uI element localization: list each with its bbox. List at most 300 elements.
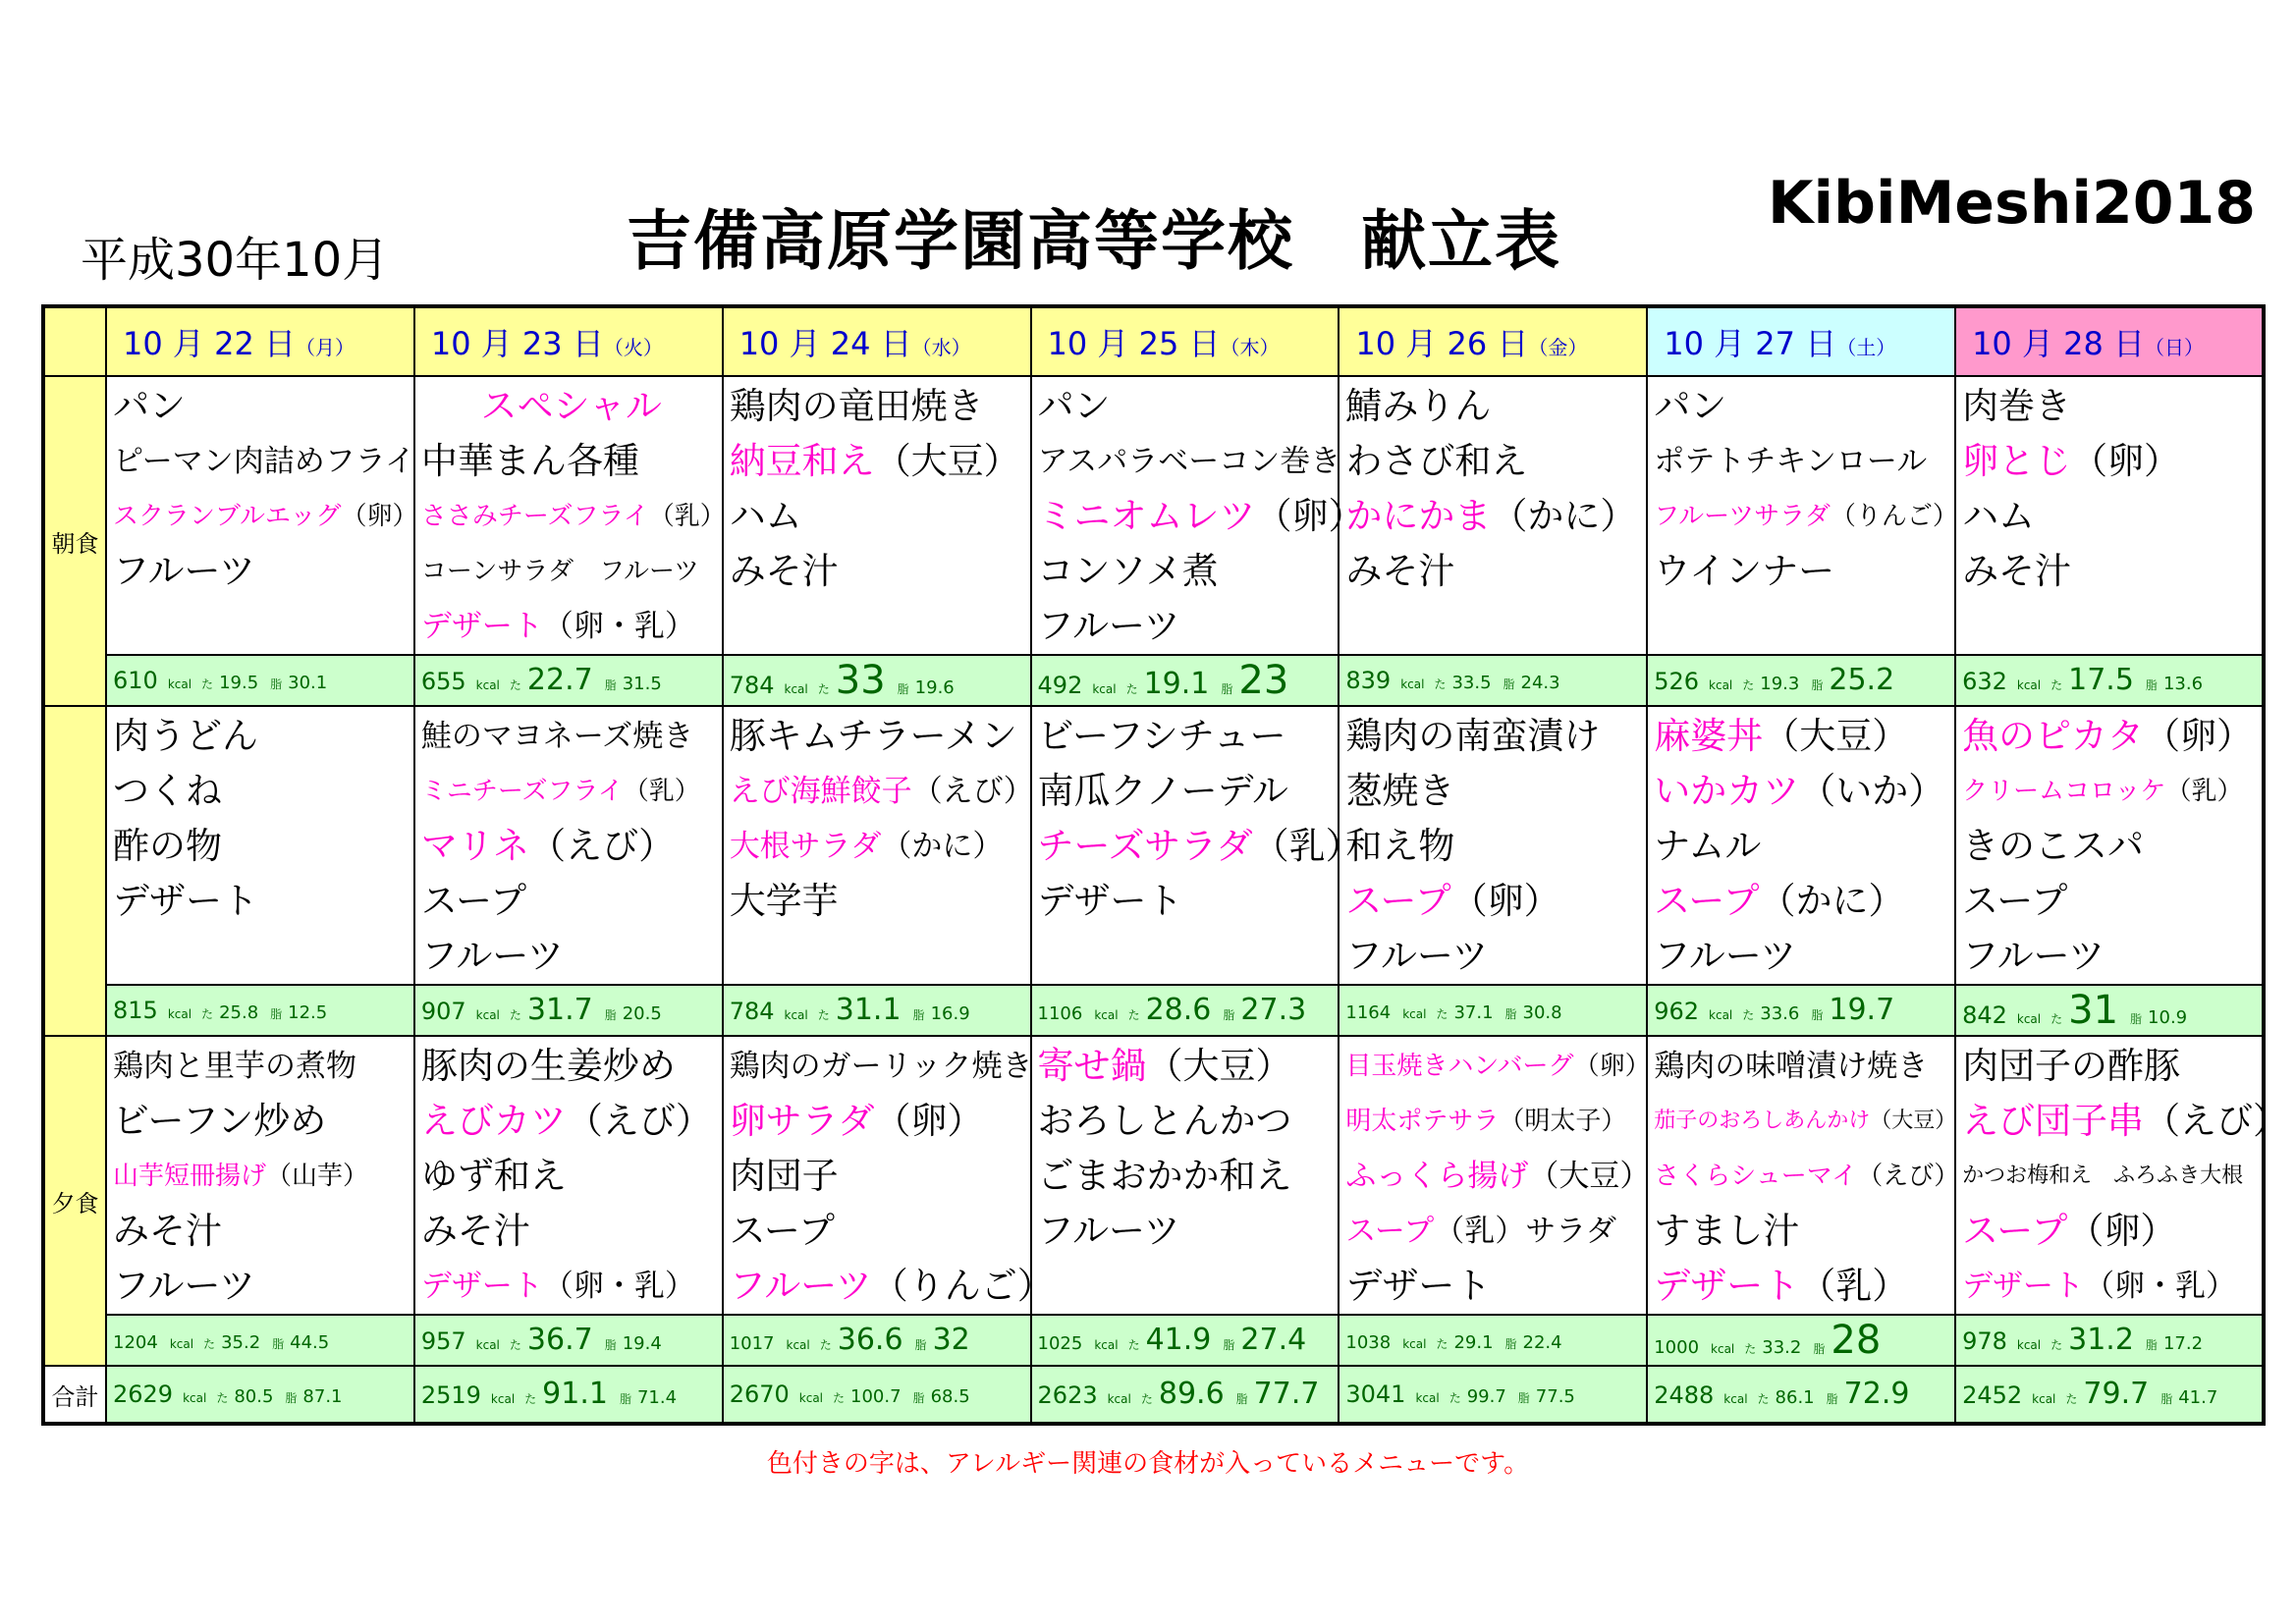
protein-label: た	[216, 1391, 229, 1405]
allergen-dish: 寄せ鍋	[1037, 1045, 1147, 1087]
fat-value: 12.5	[288, 1002, 328, 1023]
kcal-unit: kcal	[1107, 1392, 1131, 1406]
menu-item	[1037, 819, 1362, 874]
allergen-dish: 卵とじ	[1962, 440, 2072, 482]
protein-value: 31.7	[526, 993, 593, 1027]
nutrition-line	[1956, 988, 2262, 1033]
dish-name: きのこスパ	[1962, 825, 2145, 867]
kcal-unit: kcal	[183, 1391, 207, 1405]
protein-value: 28.6	[1145, 993, 1212, 1027]
date-month: 10 月	[1972, 325, 2053, 362]
allergen-dish: クリームコロッケ	[1962, 777, 2166, 806]
dish-name: ハム	[729, 495, 802, 537]
nutrition-line	[107, 669, 413, 692]
protein-label: た	[1436, 1337, 1449, 1351]
fat-label: 脂	[604, 678, 617, 692]
nutrition-cell	[414, 1366, 723, 1424]
total-nutrition-row	[43, 1366, 2264, 1424]
menu-item	[113, 1039, 413, 1094]
menu-item	[1654, 434, 1954, 489]
kcal-unit: kcal	[2016, 1012, 2042, 1026]
nutrition-cell	[106, 1315, 414, 1366]
fat-label: 脂	[604, 1008, 617, 1022]
protein-value: 36.7	[526, 1323, 593, 1357]
allergen-dish: 大根サラダ	[729, 829, 882, 864]
menu-item	[113, 874, 413, 929]
kcal-value: 2623	[1037, 1381, 1098, 1409]
allergen-dish: 目玉焼きハンバーグ	[1345, 1052, 1574, 1081]
dish-name: （卵）	[1450, 880, 1560, 922]
kcal-unit: kcal	[786, 1338, 810, 1352]
dish-name: （えび）	[566, 1100, 712, 1142]
nutrition-line	[1648, 993, 1954, 1027]
fat-value: 10.9	[2148, 1007, 2188, 1028]
dish-name: かつお梅和え ふろふき大根	[1962, 1164, 2244, 1188]
dish-name: （卵）	[2067, 1210, 2177, 1252]
fat-label: 脂	[604, 1338, 617, 1352]
kcal-value: 610	[113, 667, 158, 694]
menu-cell	[1339, 376, 1647, 655]
date-header-cell	[1031, 306, 1339, 376]
nutrition-line	[1032, 1323, 1339, 1357]
nutrition-cell	[106, 655, 414, 706]
lunch-label	[43, 706, 106, 1036]
dish-name: ハム	[1962, 495, 2036, 537]
protein-value: 36.6	[837, 1323, 903, 1357]
nutrition-line	[1956, 663, 2262, 697]
menu-cell	[106, 376, 418, 655]
fat-value: 87.1	[302, 1386, 343, 1407]
menu-cell	[1955, 706, 2264, 985]
lunch-nutrition-row	[43, 985, 2264, 1036]
dish-name: ナムル	[1654, 825, 1762, 867]
menu-item	[421, 544, 722, 599]
menu-cell	[1031, 706, 1362, 985]
menu-item	[1654, 764, 1954, 819]
menu-item	[421, 874, 722, 929]
dish-name: つくね	[113, 770, 222, 812]
menu-item	[730, 709, 1030, 764]
dish-name: （明太子）	[1499, 1107, 1627, 1136]
date-unit: 日	[2113, 325, 2146, 362]
protein-label: た	[203, 1337, 216, 1351]
date-unit: 日	[880, 325, 912, 362]
fat-label: 脂	[272, 1337, 285, 1351]
protein-value: 33.5	[1451, 673, 1492, 693]
dish-name: （卵・乳）	[542, 609, 695, 644]
menu-item	[113, 1259, 413, 1314]
allergen-dish: チーズサラダ	[1037, 825, 1253, 867]
allergen-dish: デザート	[1654, 1265, 1800, 1307]
kcal-value: 492	[1037, 672, 1083, 699]
kcal-value: 1025	[1037, 1333, 1083, 1354]
menu-item	[1038, 544, 1339, 599]
dish-name: ポテトチキンロール	[1654, 444, 1928, 479]
menu-item	[1962, 1039, 2262, 1094]
dish-name: みそ汁	[1962, 550, 2072, 592]
fat-label: 脂	[1235, 1392, 1248, 1406]
dish-name: 南瓜クノーデル	[1037, 770, 1288, 812]
dish-name: 肉団子の酢豚	[1962, 1045, 2181, 1087]
protein-label: た	[817, 1008, 830, 1022]
date-weekday: （火）	[603, 336, 663, 359]
protein-value: 31	[2068, 988, 2119, 1033]
dish-name: 鶏肉の南蛮漬け	[1345, 715, 1601, 757]
dish-name: フルーツ	[1962, 935, 2105, 977]
dish-name: フルーツ	[1345, 935, 1489, 977]
date-weekday: （月）	[295, 336, 355, 359]
menu-cell	[1955, 1036, 2290, 1315]
fat-label: 脂	[912, 1391, 925, 1405]
fat-value: 28	[1831, 1318, 1882, 1363]
dish-name: 豚キムチラーメン	[729, 715, 1017, 757]
kcal-unit: kcal	[475, 1338, 500, 1352]
dish-name: みそ汁	[420, 1210, 530, 1252]
nutrition-line	[1956, 1377, 2262, 1411]
nutrition-cell	[1031, 1366, 1339, 1424]
fat-label: 脂	[2130, 1012, 2143, 1026]
kcal-unit: kcal	[1094, 1008, 1119, 1022]
protein-label: た	[2065, 1392, 2078, 1406]
menu-item	[1345, 1204, 1646, 1259]
kcal-value: 839	[1345, 667, 1392, 694]
date-weekday: （土）	[1836, 336, 1896, 359]
brand-logo-text: KibiMeshi2018	[1768, 169, 2256, 238]
protein-label: た	[201, 1007, 214, 1021]
fat-label: 脂	[914, 1338, 927, 1352]
fat-value: 77.7	[1253, 1377, 1320, 1411]
nutrition-line	[415, 663, 722, 697]
fat-label: 脂	[1517, 1391, 1530, 1405]
dish-name: （乳）	[623, 777, 700, 806]
nutrition-line	[1339, 999, 1646, 1022]
nutrition-cell	[1031, 985, 1339, 1036]
allergen-dish: 茄子のおろしあんかけ	[1654, 1109, 1871, 1133]
menu-item	[113, 709, 413, 764]
menu-item	[1654, 819, 1954, 874]
protein-value: 17.5	[2068, 663, 2134, 697]
menu-item	[730, 379, 1030, 434]
menu-item	[421, 599, 722, 654]
protein-value: 31.2	[2068, 1323, 2134, 1357]
protein-label: た	[1434, 677, 1447, 691]
fat-value: 71.4	[636, 1387, 678, 1408]
nutrition-line	[1032, 1377, 1339, 1411]
dish-name: 鶏肉のガーリック焼き	[729, 1049, 1033, 1084]
kcal-unit: kcal	[1402, 1007, 1427, 1021]
nutrition-cell	[414, 1315, 723, 1366]
nutrition-line	[415, 1377, 722, 1411]
dinner-label: 夕食	[43, 1036, 106, 1366]
menu-table	[41, 304, 2290, 1426]
dish-name: （えび）	[911, 774, 1034, 809]
menu-item	[1038, 379, 1339, 434]
fat-label: 脂	[2160, 1392, 2173, 1406]
protein-label: た	[1449, 1391, 1461, 1405]
nutrition-cell	[1031, 1315, 1339, 1366]
fat-value: 25.2	[1829, 663, 1895, 697]
menu-cell	[414, 376, 726, 655]
dish-name: ピーマン肉詰めフライ	[113, 444, 415, 479]
date-day: 27	[1755, 325, 1796, 362]
kcal-unit: kcal	[2032, 1392, 2056, 1406]
menu-item	[1654, 929, 1954, 984]
dish-name: パン	[1037, 385, 1111, 427]
kcal-value: 1017	[729, 1333, 775, 1354]
fat-value: 27.3	[1240, 993, 1307, 1027]
menu-item	[1038, 1039, 1339, 1094]
dish-name: スープ	[729, 1210, 835, 1252]
nutrition-cell	[1955, 655, 2264, 706]
dish-name: （りんご）	[1830, 502, 1958, 531]
menu-item	[1962, 544, 2262, 599]
dish-name: スープ	[420, 880, 527, 922]
menu-item	[1345, 1094, 1646, 1149]
menu-item	[113, 1204, 413, 1259]
date-day: 24	[830, 325, 871, 362]
protein-value: 33	[835, 658, 886, 703]
menu-item	[1654, 874, 1954, 929]
date-month: 10 月	[123, 325, 204, 362]
kcal-value: 1106	[1037, 1003, 1083, 1024]
protein-label: た	[2050, 678, 2063, 692]
protein-label: た	[1436, 1007, 1449, 1021]
menu-cell	[1031, 1036, 1339, 1315]
menu-cell	[1031, 376, 1365, 655]
nutrition-cell	[1339, 655, 1647, 706]
fat-value: 19.4	[622, 1333, 662, 1354]
menu-item	[1038, 1149, 1339, 1204]
protein-value: 22.7	[526, 663, 593, 697]
protein-label: た	[817, 682, 830, 696]
allergen-dish: マリネ	[420, 825, 530, 867]
fat-label: 脂	[1813, 1342, 1826, 1356]
date-day: 26	[1447, 325, 1488, 362]
kcal-value: 842	[1962, 1001, 2007, 1029]
nutrition-cell	[1647, 1366, 1955, 1424]
kcal-unit: kcal	[1723, 1392, 1748, 1406]
kcal-value: 1000	[1654, 1337, 1700, 1358]
protein-label: た	[1127, 1008, 1140, 1022]
menu-item	[421, 1094, 722, 1149]
date-month: 10 月	[738, 325, 821, 362]
dish-name: 肉団子	[729, 1155, 839, 1197]
fat-value: 77.5	[1535, 1386, 1575, 1407]
dish-name: コーンサラダ フルーツ	[420, 557, 699, 586]
fat-label: 脂	[912, 1008, 925, 1022]
menu-item	[1345, 1039, 1651, 1094]
menu-item	[1654, 1149, 1960, 1204]
date-weekday: （木）	[1220, 336, 1280, 359]
kcal-value: 784	[729, 672, 775, 699]
allergen-dish: ふっくら揚げ	[1345, 1159, 1529, 1194]
menu-cell	[414, 1036, 723, 1315]
kcal-value: 2629	[113, 1380, 174, 1408]
dish-name: デザート	[1037, 880, 1183, 922]
menu-item	[421, 434, 722, 489]
menu-item	[1345, 379, 1646, 434]
allergen-dish: 麻婆丼	[1654, 715, 1764, 757]
fat-value: 68.5	[930, 1386, 970, 1407]
date-unit: 日	[572, 325, 604, 362]
nutrition-line	[1339, 1328, 1646, 1352]
protein-label: た	[509, 1008, 521, 1022]
menu-item	[729, 764, 1034, 819]
kcal-value: 2488	[1654, 1381, 1715, 1409]
menu-cell	[106, 706, 414, 985]
kcal-value: 815	[113, 997, 158, 1024]
dish-name: ウインナー	[1654, 550, 1835, 592]
menu-item	[1345, 764, 1646, 819]
menu-item	[1038, 1094, 1339, 1149]
allergen-dish: スープ	[1654, 880, 1760, 922]
fat-label: 脂	[1223, 1008, 1235, 1022]
nutrition-cell	[414, 655, 723, 706]
menu-item	[113, 1094, 413, 1149]
menu-item	[1962, 709, 2262, 764]
date-header-cell	[414, 306, 723, 376]
nutrition-cell	[1339, 1315, 1647, 1366]
kcal-value: 2670	[729, 1380, 790, 1408]
dish-name: （卵）	[874, 1100, 984, 1142]
fat-value: 30.8	[1522, 1002, 1562, 1023]
kcal-unit: kcal	[1092, 682, 1117, 696]
dish-name: デザート	[113, 880, 258, 922]
date-weekday: （水）	[911, 336, 971, 359]
menu-item	[421, 1204, 722, 1259]
menu-item	[421, 1149, 722, 1204]
menu-item	[1654, 709, 1954, 764]
allergen-dish: かにかま	[1345, 495, 1492, 537]
allergen-dish: 魚のピカタ	[1962, 715, 2145, 757]
fat-label: 脂	[2145, 1338, 2158, 1352]
dish-name: （卵）	[1255, 495, 1365, 537]
nutrition-line	[1648, 1318, 1954, 1363]
fat-label: 脂	[1504, 1007, 1517, 1021]
protein-label: た	[833, 1391, 846, 1405]
menu-item	[1962, 1204, 2262, 1259]
menu-item	[729, 1259, 1054, 1314]
fat-label: 脂	[1811, 678, 1824, 692]
kcal-value: 655	[420, 668, 466, 695]
allergen-dish: 山芋短冊揚げ	[113, 1162, 267, 1191]
fat-label: 脂	[285, 1391, 298, 1405]
dish-name: 和え物	[1345, 825, 1455, 867]
nutrition-cell	[1339, 1366, 1647, 1424]
fat-label: 脂	[1826, 1392, 1838, 1406]
fat-value: 44.5	[290, 1332, 330, 1353]
dish-name: すまし汁	[1654, 1210, 1800, 1252]
fat-value: 16.9	[930, 1003, 970, 1024]
allergen-dish: スクランブルエッグ	[113, 502, 342, 531]
menu-item	[1038, 709, 1339, 764]
menu-cell	[414, 706, 723, 985]
protein-label: た	[819, 1338, 832, 1352]
dish-name: スープ	[1962, 880, 2068, 922]
menu-item	[730, 1204, 1030, 1259]
allergen-dish: ミニチーズフライ	[420, 777, 624, 806]
nutrition-line	[415, 1323, 722, 1357]
kcal-unit: kcal	[1402, 1337, 1427, 1351]
dinner-meal-row	[43, 1036, 2264, 1315]
nutrition-cell	[1647, 1315, 1955, 1366]
menu-item	[113, 434, 413, 489]
allergen-dish: さくらシューマイ	[1654, 1162, 1858, 1191]
menu-item	[113, 1149, 413, 1204]
dish-name: フルーツ	[420, 935, 564, 977]
breakfast-nutrition-row	[43, 655, 2264, 706]
dish-name: （えび）	[2144, 1100, 2290, 1142]
protein-value: 80.5	[234, 1386, 274, 1407]
protein-value: 31.1	[835, 993, 902, 1027]
allergen-dish: えび海鮮餃子	[729, 774, 912, 809]
allergen-dish: フルーツ	[729, 1265, 872, 1307]
menu-item	[1038, 764, 1339, 819]
protein-value: 25.8	[219, 1002, 259, 1023]
dish-name: ビーフシチュー	[1037, 715, 1286, 757]
menu-item	[113, 489, 418, 544]
protein-value: 19.1	[1143, 667, 1210, 701]
nutrition-line	[1339, 1382, 1646, 1406]
date-header-cell	[1647, 306, 1955, 376]
fat-value: 22.4	[1522, 1332, 1562, 1353]
kcal-unit: kcal	[784, 1008, 808, 1022]
menu-item	[1345, 874, 1646, 929]
date-unit: 日	[263, 325, 296, 362]
fat-label: 脂	[1504, 1337, 1517, 1351]
fat-value: 72.9	[1843, 1377, 1910, 1411]
date-header-cell	[723, 306, 1031, 376]
date-day: 28	[2063, 325, 2104, 362]
protein-label: た	[524, 1392, 537, 1406]
allergen-dish: 卵サラダ	[729, 1100, 875, 1142]
dish-name: （卵）	[2144, 715, 2254, 757]
kcal-unit: kcal	[1709, 1008, 1733, 1022]
protein-value: 79.7	[2083, 1377, 2150, 1411]
menu-item	[1345, 544, 1646, 599]
kcal-unit: kcal	[2016, 1338, 2042, 1352]
menu-item	[1654, 1094, 1957, 1149]
fat-value: 27.4	[1240, 1323, 1307, 1357]
date-header-cell	[106, 306, 414, 376]
allergen-dish: スープ	[1345, 880, 1451, 922]
fat-value: 24.3	[1520, 673, 1560, 693]
date-month: 10 月	[1047, 325, 1129, 362]
fat-value: 19.7	[1829, 993, 1895, 1027]
page-era-date: 平成30年10月	[81, 233, 390, 288]
dish-name: （卵）	[341, 502, 418, 531]
nutrition-line	[1648, 1377, 1954, 1411]
date-header-cell	[1955, 306, 2264, 376]
dinner-nutrition-row	[43, 1315, 2264, 1366]
kcal-unit: kcal	[2016, 678, 2042, 692]
kcal-unit: kcal	[475, 1008, 500, 1022]
dish-name: みそ汁	[113, 1210, 222, 1252]
dish-name: （乳）	[2165, 777, 2243, 806]
menu-item	[1654, 489, 1958, 544]
fat-label: 脂	[1811, 1008, 1824, 1022]
dish-name: 肉うどん	[113, 715, 258, 757]
dish-name: フルーツ	[1037, 605, 1180, 647]
dish-name: 肉巻き	[1962, 385, 2072, 427]
menu-item	[1345, 1259, 1646, 1314]
dish-name: （えび）	[529, 825, 676, 867]
date-weekday: （金）	[1528, 336, 1588, 359]
fat-label: 脂	[1221, 682, 1233, 696]
protein-value: 100.7	[850, 1386, 902, 1407]
menu-cell	[1647, 376, 1958, 655]
protein-label: た	[1140, 1392, 1153, 1406]
